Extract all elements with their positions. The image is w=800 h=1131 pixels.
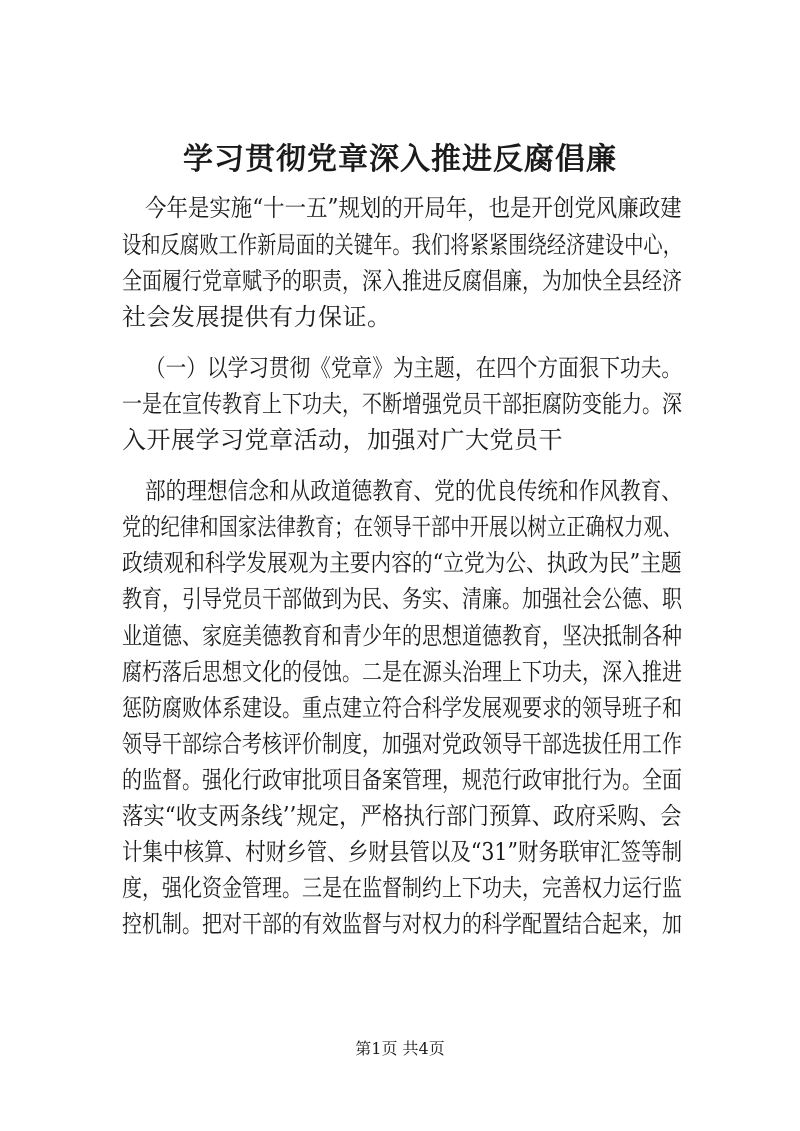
text-line: 落实“收支两条线’’规定，严格执行部门预算、政府采购、会 <box>122 802 682 830</box>
text-line: 设和反腐败工作新局面的关键年。我们将紧紧围绕经济建设中心， <box>122 231 683 259</box>
page-title: 学习贯彻党章深入推进反腐倡廉 <box>183 142 617 177</box>
text-line: 今年是实施“十一五”规划的开局年，也是开创党风廉政建 <box>145 194 682 222</box>
page-number: 第1页 共4页 <box>355 1039 445 1058</box>
text-line: 控机制。把对干部的有效监督与对权力的科学配置结合起来，加 <box>122 910 682 938</box>
text-line: 领导干部综合考核评价制度，加强对党政领导干部选拔任用工作 <box>122 730 682 758</box>
text-line: 计集中核算、村财乡管、乡财县管以及“31”财务联审汇签等制 <box>122 838 683 866</box>
text-line: 政绩观和科学发展观为主要内容的“立党为公、执政为民”主题 <box>122 549 682 577</box>
text-line: 腐朽落后思想文化的侵蚀。二是在源头治理上下功夫，深入推进 <box>122 658 682 686</box>
text-line: 业道德、家庭美德教育和青少年的思想道德教育，坚决抵制各种 <box>122 622 682 650</box>
text-line: 入开展学习党章活动，加强对广大党员干 <box>122 426 563 454</box>
text-line: 部的理想信念和从政道德教育、党的优良传统和作风教育、 <box>145 477 683 505</box>
text-line: 全面履行党章赋予的职责，深入推进反腐倡廉，为加快全县经济 <box>122 267 682 295</box>
text-line: 的监督。强化行政审批项目备案管理，规范行政审批行为。全面 <box>122 766 682 794</box>
text-line: 惩防腐败体系建设。重点建立符合科学发展观要求的领导班子和 <box>122 694 682 722</box>
text-line: （一）以学习贯彻《党章》为主题，在四个方面狠下功夫。 <box>145 354 683 382</box>
text-line: 社会发展提供有力保证。 <box>122 303 392 331</box>
text-line: 党的纪律和国家法律教育；在领导干部中开展以树立正确权力观、 <box>122 513 683 541</box>
text-line: 一是在宣传教育上下功夫，不断增强党员干部拒腐防变能力。深 <box>122 390 682 418</box>
text-line: 教育，引导党员干部做到为民、务实、清廉。加强社会公德、职 <box>122 585 682 613</box>
text-line: 度，强化资金管理。三是在监督制约上下功夫，完善权力运行监 <box>122 874 682 902</box>
